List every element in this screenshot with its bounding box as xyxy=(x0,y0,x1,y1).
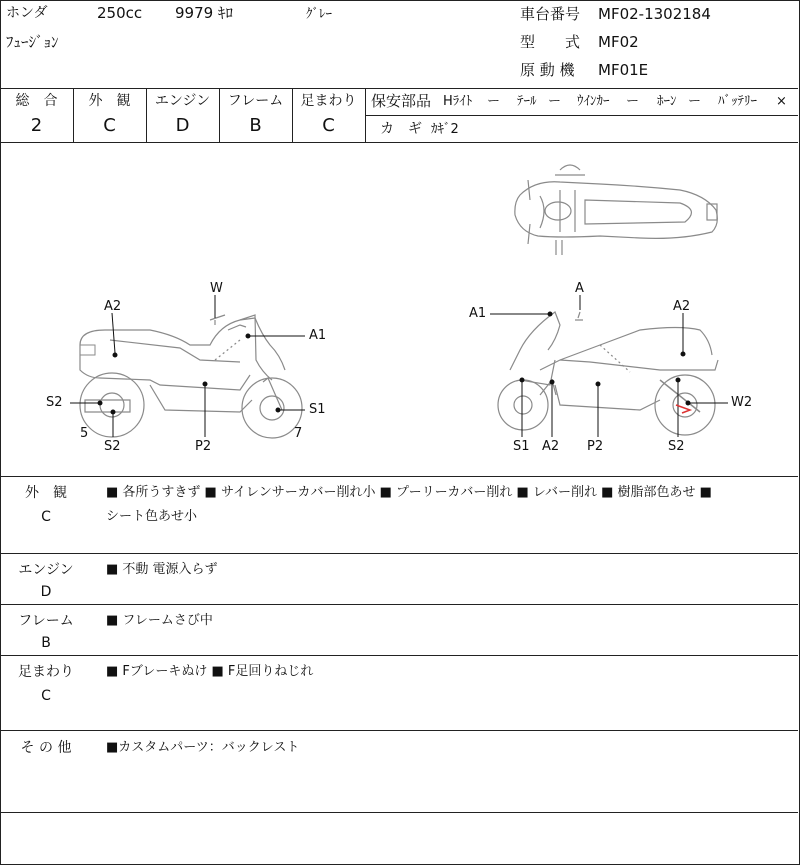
diagram-label-s2-bottom: S2 xyxy=(104,439,121,454)
grade-value-engine: D xyxy=(175,115,190,136)
diagram-label-a1: A1 xyxy=(309,328,327,343)
diagram-label-s2: S2 xyxy=(668,439,685,454)
safety-mark-headlight: ー xyxy=(487,94,501,109)
diagram-label-s2-side: S2 xyxy=(46,395,63,410)
safety-item-winker: ｳｲﾝｶｰ xyxy=(577,94,610,109)
detail-text-exterior-2: シート色あせ小 xyxy=(106,509,198,524)
detail-label-exterior: 外 観 xyxy=(25,485,67,501)
divider xyxy=(0,730,798,731)
safety-mark-horn: ー xyxy=(688,94,702,109)
diagram-label-a2: A2 xyxy=(104,299,122,314)
model-type-label: 型 式 xyxy=(520,33,581,51)
displacement: 250cc xyxy=(97,4,143,22)
detail-grade-exterior: C xyxy=(41,509,51,525)
grade-value-suspension: C xyxy=(322,115,335,136)
safety-mark-taillight: ー xyxy=(548,94,562,109)
divider xyxy=(0,604,798,605)
safety-parts-label: 保安部品 xyxy=(371,92,432,110)
diagram-label-a2-bottom: A2 xyxy=(542,439,560,454)
detail-label-suspension: 足まわり xyxy=(18,664,74,680)
scooter-right-view xyxy=(498,312,718,435)
color: ｸﾞﾚｰ xyxy=(306,7,332,22)
grade-label-total: 総 合 xyxy=(15,93,58,109)
scooter-top-view xyxy=(515,165,717,255)
model-type: MF02 xyxy=(598,33,639,51)
frame-number-label: 車台番号 xyxy=(520,5,581,23)
detail-label-engine: エンジン xyxy=(18,562,74,578)
divider xyxy=(0,553,798,554)
safety-item-taillight: ﾃｰﾙ xyxy=(517,94,537,109)
maker: ホンダ xyxy=(6,5,48,21)
key-value: ｶｷﾞ2 xyxy=(431,122,459,137)
grade-value-exterior: C xyxy=(103,115,116,136)
detail-text-other: ■カスタムパーツ：バックレスト xyxy=(106,740,300,755)
frame-number: MF02-1302184 xyxy=(598,5,711,23)
diagram-label-a: A xyxy=(575,281,584,296)
grade-label-engine: エンジン xyxy=(154,93,211,109)
detail-label-other: そ の 他 xyxy=(20,740,72,756)
model-name: ﾌｭｰｼﾞｮﾝ xyxy=(6,33,59,51)
detail-grade-frame: B xyxy=(41,635,51,651)
engine-model-label: 原 動 機 xyxy=(520,61,575,79)
grade-value-total: 2 xyxy=(30,115,43,136)
detail-grade-engine: D xyxy=(40,584,52,600)
diagram-label-7: 7 xyxy=(294,426,303,441)
detail-text-frame: ■ フレームさび中 xyxy=(106,613,213,628)
safety-mark-battery: × xyxy=(776,94,787,109)
diagram-label-s1: S1 xyxy=(513,439,530,454)
mileage: 9979 ｷﾛ xyxy=(175,4,233,22)
detail-label-frame: フレーム xyxy=(18,613,74,629)
diagram-label-a1: A1 xyxy=(469,306,487,321)
detail-grade-suspension: C xyxy=(41,688,51,704)
grade-label-exterior: 外 観 xyxy=(88,93,131,109)
diagram-label-s1: S1 xyxy=(309,402,326,417)
diagram-label-w2: W2 xyxy=(731,395,753,410)
safety-item-battery: ﾊﾞｯﾃﾘｰ xyxy=(718,94,757,109)
safety-item-horn: ﾎｰﾝ xyxy=(657,94,677,109)
diagram-label-p2: P2 xyxy=(587,439,604,454)
divider xyxy=(0,476,798,477)
grade-value-frame: B xyxy=(249,115,262,136)
engine-model: MF01E xyxy=(598,61,649,79)
divider xyxy=(0,812,798,813)
diagram-label-p2: P2 xyxy=(195,439,212,454)
safety-mark-winker: ー xyxy=(626,94,640,109)
safety-item-headlight: Hﾗｲﾄ xyxy=(443,94,473,109)
grade-label-frame: フレーム xyxy=(227,93,284,109)
diagram-label-5: 5 xyxy=(80,426,89,441)
detail-text-engine: ■ 不動 電源入らず xyxy=(106,562,218,577)
divider xyxy=(0,655,798,656)
diagram-label-a2-top: A2 xyxy=(673,299,691,314)
detail-text-exterior: ■ 各所うすきず ■ サイレンサーカバー削れ小 ■ プーリーカバー削れ ■ レバー削れ ■ 樹脂部色あせ ■ xyxy=(106,485,712,500)
key-label: カ ギ xyxy=(380,121,422,137)
grade-label-suspension: 足まわり xyxy=(300,93,357,109)
detail-text-suspension: ■ Fブレーキぬけ ■ F足回りねじれ xyxy=(106,664,314,679)
diagram-label-w: W xyxy=(210,281,223,296)
